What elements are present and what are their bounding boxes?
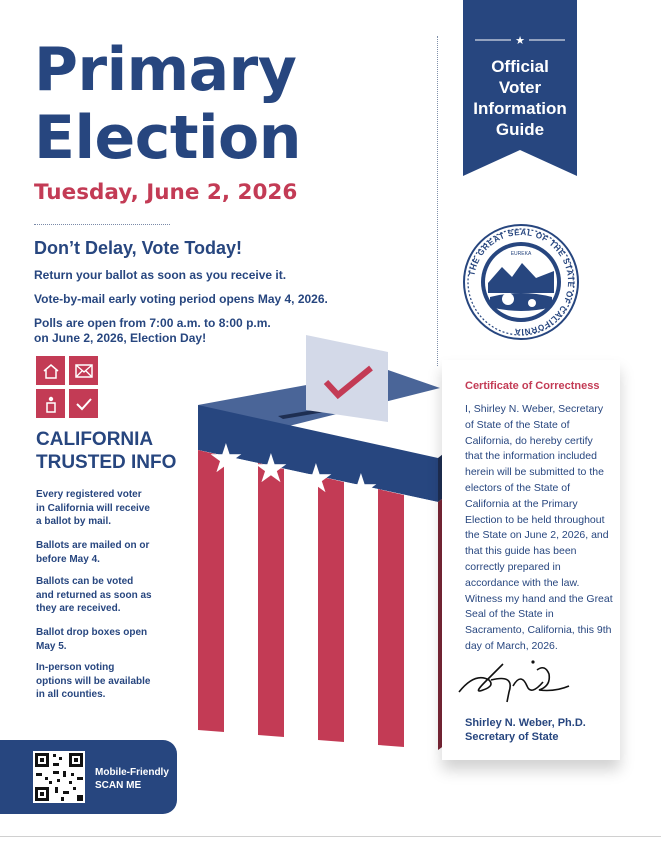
divider bbox=[34, 224, 170, 225]
banner-line: Information bbox=[473, 99, 567, 118]
home-icon bbox=[36, 356, 65, 385]
qr-label-line-1: Mobile-Friendly bbox=[95, 767, 169, 778]
trusted-item-line: before May 4. bbox=[36, 553, 100, 565]
signature bbox=[455, 652, 575, 708]
trusted-title bbox=[36, 428, 176, 474]
intro-line-3b: on June 2, 2026, Election Day! bbox=[34, 331, 207, 345]
trusted-item bbox=[36, 626, 147, 653]
check-icon bbox=[69, 389, 98, 418]
state-seal-icon bbox=[462, 223, 580, 341]
trusted-title-line-1: CALIFORNIA bbox=[36, 429, 154, 450]
person-icon bbox=[36, 389, 65, 418]
page-edge bbox=[0, 836, 661, 837]
svg-text:★: ★ bbox=[343, 466, 379, 512]
trusted-item-line: they are received. bbox=[36, 603, 121, 614]
banner-text bbox=[463, 56, 577, 140]
mail-icon bbox=[69, 356, 98, 385]
trusted-item-line: in all counties. bbox=[36, 689, 106, 700]
signer bbox=[465, 716, 586, 744]
banner-line: Voter bbox=[498, 78, 542, 97]
svg-text:★: ★ bbox=[298, 456, 334, 502]
intro-heading: Don’t Delay, Vote Today! bbox=[34, 238, 243, 258]
trusted-item-line: Every registered voter bbox=[36, 489, 142, 500]
title-line-1: Primary bbox=[34, 35, 297, 105]
trusted-item bbox=[36, 488, 150, 529]
svg-text:★: ★ bbox=[253, 446, 289, 492]
banner-line: Guide bbox=[495, 120, 545, 139]
trusted-item bbox=[36, 575, 152, 616]
qr-label bbox=[95, 766, 169, 792]
trusted-item-line: May 5. bbox=[36, 640, 67, 652]
certificate-body: I, Shirley N. Weber, Secretary of State of the State of California, do hereby certify that the information included herein will be submitted to the electors of the State of California at the Primary Election to be held throughout the State on June 2, 2026, and that this guide has been correctly prepared in accordance with the law. Witness my hand and the Great Seal of the State in Sacramento, California, this 9th day of March, 2026. bbox=[465, 403, 613, 652]
intro-line-2: Vote-by-mail early voting period opens May 4, 2026. bbox=[34, 292, 328, 306]
dotted-divider bbox=[437, 36, 438, 366]
trusted-item bbox=[36, 539, 149, 566]
trusted-item-line: Ballot drop boxes open bbox=[36, 627, 148, 638]
trusted-item-line: in California will receive bbox=[36, 502, 150, 514]
trusted-item-line: In-person voting bbox=[36, 662, 115, 673]
intro-line-1: Return your ballot as soon as you receive it. bbox=[34, 268, 287, 282]
trusted-item-line: options will be available bbox=[36, 675, 151, 687]
trusted-item-line: Ballots can be voted bbox=[36, 576, 134, 587]
trusted-item-line: and returned as soon as bbox=[36, 589, 152, 601]
trusted-title-line-2: TRUSTED INFO bbox=[36, 452, 177, 473]
trusted-item bbox=[36, 661, 150, 702]
intro-line-3a: Polls are open from 7:00 a.m. to 8:00 p.m. bbox=[34, 316, 271, 330]
page-title bbox=[34, 36, 301, 172]
signer-title: Secretary of State bbox=[465, 731, 559, 743]
title-line-2: Election bbox=[34, 103, 301, 173]
qr-code-icon[interactable] bbox=[33, 751, 85, 803]
signer-name: Shirley N. Weber, Ph.D. bbox=[465, 717, 586, 729]
certificate-heading: Certificate of Correctness bbox=[465, 380, 600, 392]
icon-grid bbox=[36, 356, 98, 418]
banner-line: Official bbox=[491, 57, 549, 76]
star-icon: ★ bbox=[515, 34, 525, 47]
election-date: Tuesday, June 2, 2026 bbox=[34, 180, 298, 205]
seal-motto: EUREKA bbox=[510, 251, 532, 257]
trusted-item-line: a ballot by mail. bbox=[36, 516, 112, 527]
svg-text:★: ★ bbox=[208, 436, 244, 482]
trusted-item-line: Ballots are mailed on or bbox=[36, 540, 150, 551]
ballot-box-illustration bbox=[188, 330, 473, 770]
svg-text:THE GREAT SEAL OF THE STATE OF: THE GREAT SEAL OF THE STATE OF CALIFORNIA bbox=[467, 227, 576, 337]
qr-label-line-2: SCAN ME bbox=[95, 780, 142, 791]
